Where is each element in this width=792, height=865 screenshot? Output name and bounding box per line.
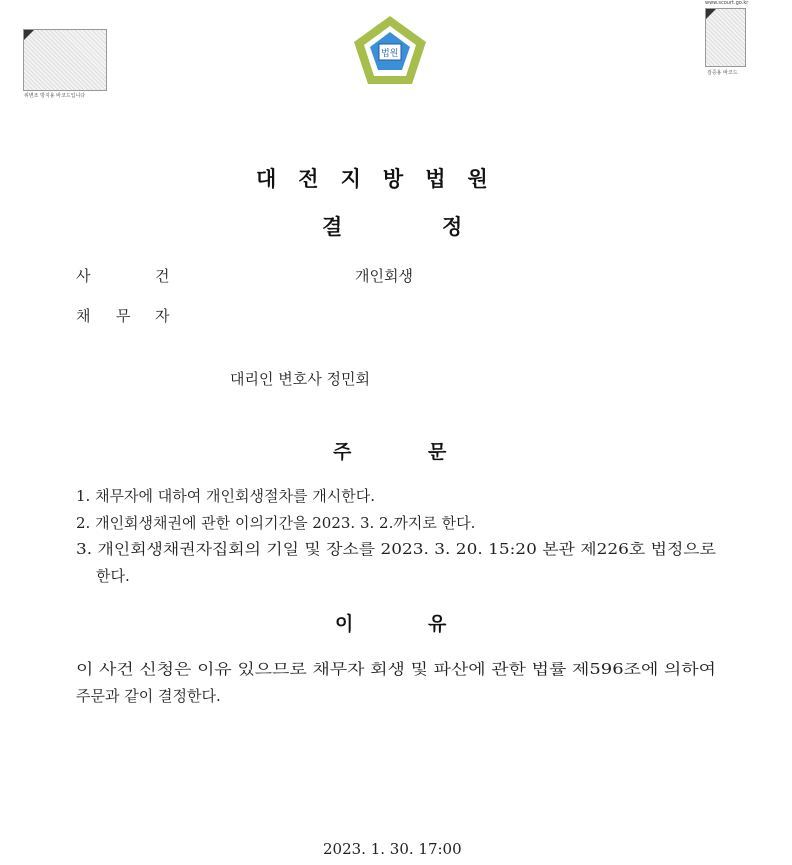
char: 법 xyxy=(425,167,446,191)
case-label-1: 사 xyxy=(76,267,91,285)
debtor-label-2: 무 xyxy=(116,307,131,325)
right-barcode xyxy=(705,8,746,67)
order-item-3: 3. 개인회생채권자집회의 기일 및 장소를 2023. 3. 20. 15:20 본관 제226호 법정으로 xyxy=(76,540,716,558)
right-barcode-caption: 검증용 바코드 xyxy=(707,70,738,76)
order-heading-1: 주 xyxy=(333,441,352,463)
char: 전 xyxy=(298,167,319,191)
order-item-3-cont: 한다. xyxy=(96,567,130,585)
court-name xyxy=(256,163,488,193)
reason-line-2: 주문과 같이 결정한다. xyxy=(76,687,221,705)
order-item-2: 2. 개인회생채권에 관한 이의기간을 2023. 3. 2.까지로 한다. xyxy=(76,514,476,532)
right-barcode-url: www.scourt.go.kr xyxy=(705,0,749,6)
char: 지 xyxy=(340,167,361,191)
reason-heading-1: 이 xyxy=(335,613,354,635)
court-emblem xyxy=(350,12,430,87)
char: 원 xyxy=(467,167,488,191)
left-barcode xyxy=(23,29,107,91)
order-heading-2: 문 xyxy=(428,441,447,463)
doc-title-1: 결 xyxy=(322,215,343,239)
reason-line-1: 이 사건 신청은 이유 있으므로 채무자 회생 및 파산에 관한 법률 제596조에 의하여 xyxy=(76,660,716,678)
char: 방 xyxy=(382,167,404,191)
case-label-2: 건 xyxy=(155,267,170,285)
doc-title-2: 정 xyxy=(442,215,463,239)
decision-date: 2023. 1. 30. 17:00 xyxy=(323,840,462,858)
debtor-label-3: 자 xyxy=(155,307,170,325)
char: 대 xyxy=(256,167,277,191)
case-value: 개인회생 xyxy=(355,267,413,285)
order-item-1: 1. 채무자에 대하여 개인회생절차를 개시한다. xyxy=(76,487,375,505)
left-barcode-caption: 위변조 방지용 바코드입니다 xyxy=(24,93,86,99)
debtor-label-1: 채 xyxy=(76,307,91,325)
emblem-text: 법원 xyxy=(381,49,399,59)
reason-heading-2: 유 xyxy=(428,613,447,635)
agent: 대리인 변호사 정민회 xyxy=(230,370,370,388)
